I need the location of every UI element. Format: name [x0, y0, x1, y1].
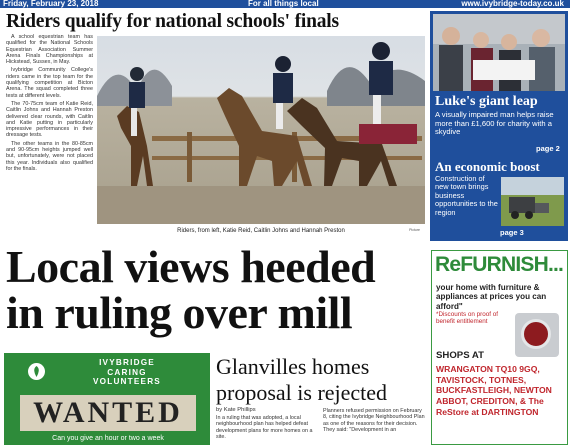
lead-paragraph: A school equestrian team has qualified for the National Schools Equestrian Association Summer Arena Finals Championships at Hickstead, Sussex, in May.: [6, 34, 93, 66]
photo-credit: Picture: [409, 228, 420, 232]
lead-headline: Riders qualify for national schools' finals: [6, 11, 339, 32]
masthead-strip: [0, 0, 570, 8]
shops-label: SHOPS AT: [436, 350, 484, 361]
photo-caption: Riders, from left, Katie Reid, Caitlin Johns and Hannah Preston: [177, 228, 345, 234]
glanvilles-column: In a ruling that was adopted, a local neighbourhood plan has helped defeat development plans for more homes on a site.: [216, 415, 313, 440]
mill-headline-line: Local views heeded: [6, 241, 376, 292]
lead-body: [6, 34, 93, 174]
economy-teaser: Construction of new town brings business opportunities to the region: [435, 174, 498, 217]
construction-photo-illustration: [501, 177, 564, 226]
mill-headline-line: in ruling over mill: [6, 287, 353, 338]
glanvilles-byline: by Kate Phillips: [216, 407, 256, 413]
lead-paragraph: The other teams in the 80-85cm and 90-95cm heights jumped well but, unfortunately, were not placed this year. Individuals also qualified for the finals.: [6, 140, 93, 172]
shop-locations: WRANGATON TQ10 9GQ, TAVISTOCK, TOTNES, BUCKFASTLEIGH, NEWTON ABBOT, CREDITON, & The ReStore at DARTINGTON: [436, 364, 552, 417]
washing-machine-door: [521, 319, 551, 349]
charity-photo: [433, 14, 565, 91]
economy-headline: An economic boost: [435, 159, 540, 174]
mill-headline: [6, 241, 430, 338]
wanted-banner: WANTED: [20, 395, 196, 431]
luke-headline: Luke's giant leap: [435, 94, 538, 109]
charity-photo-illustration: [433, 14, 565, 91]
refurnish-headline: ReFURNISH...: [435, 253, 564, 276]
luke-teaser: A visually impaired man helps raise more than £1,600 for charity with a skydive: [435, 110, 554, 137]
refurnish-strapline: your home with furniture & appliances at prices you can afford": [436, 283, 547, 311]
riders-photo-illustration: [97, 36, 425, 224]
glanvilles-headline: Glanvilles homes proposal is rejected: [216, 354, 388, 405]
glanvilles-column: Planners refused permission on February 8, citing the Ivybridge Neighbourhood Plan as one of the reasons for their decision. They said: "Development in an: [323, 408, 425, 433]
leaf-logo-icon: [28, 363, 45, 380]
volunteers-title: [52, 358, 202, 387]
masthead-tagline: For all things local: [248, 0, 319, 8]
volunteers-question: Can you give an hour or two a week: [52, 435, 164, 442]
lead-paragraph: The 70-75cm team of Katie Reid, Caitlin Johns and Hannah Preston delivered clear rounds, with Caitlin and Katie putting in particularly impressive performances in their dressage tests.: [6, 100, 93, 139]
website-link[interactable]: www.ivybridge-today.co.uk: [461, 0, 564, 8]
issue-date: Friday, February 23, 2018: [3, 0, 99, 8]
volunteers-title-line: CARING: [107, 367, 147, 377]
lead-paragraph: Ivybridge Community College's riders came in the top team for the qualifying competition at Bicton Arena. The squad completed three tests at different levels.: [6, 67, 93, 99]
volunteers-title-line: VOLUNTEERS: [93, 377, 161, 387]
luke-page-ref[interactable]: page 2: [536, 144, 560, 153]
volunteers-title-line: IVYBRIDGE: [99, 358, 155, 367]
economy-page-ref[interactable]: page 3: [500, 228, 524, 237]
construction-photo: [501, 177, 564, 226]
riders-photo: [97, 36, 425, 224]
refurnish-discount-note: *Discounts on proof of benefit entitlement: [436, 311, 498, 326]
